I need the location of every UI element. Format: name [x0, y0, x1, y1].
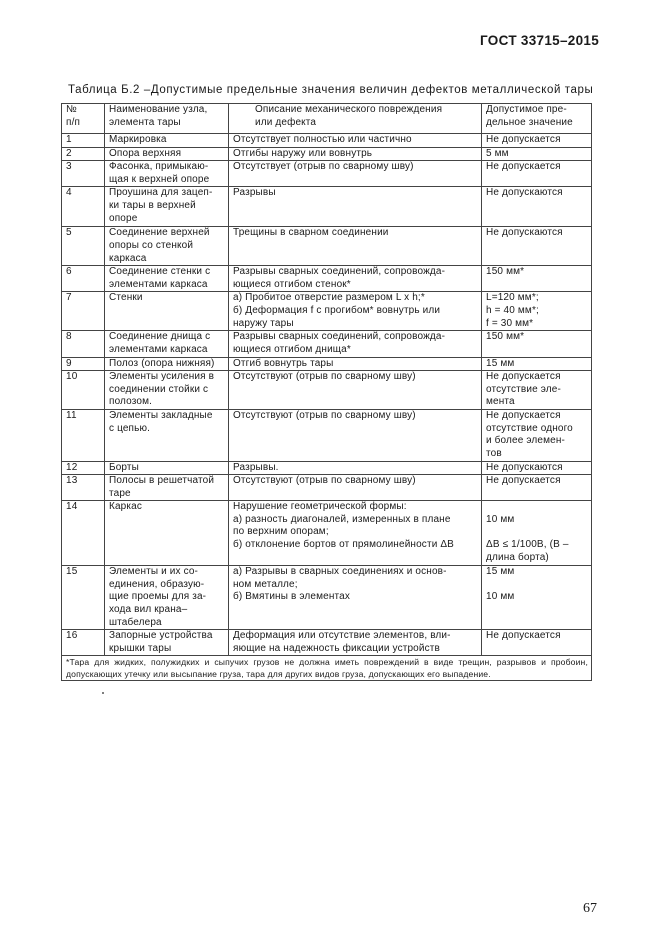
defect-description-cell	[229, 227, 482, 266]
header-text: дельное значение	[486, 116, 573, 128]
row-number-cell: 2	[62, 147, 105, 161]
defect-description-cell	[229, 187, 482, 227]
element-name-cell	[105, 187, 229, 227]
element-name-cell-line: соединении стойки с	[109, 383, 209, 395]
defect-description-cell-line: Отсутствует полностью или частично	[233, 134, 412, 145]
defect-description-cell-line: б) Вмятины в элементах	[233, 591, 350, 603]
header-description	[229, 104, 482, 134]
defect-description-cell-line: Отсутствуют (отрыв по сварному шву)	[233, 371, 416, 383]
allowed-value-cell-line: тов	[486, 447, 502, 459]
document-id: ГОСТ 33715–2015	[480, 33, 599, 48]
row-number-cell: 1	[62, 134, 105, 148]
allowed-value-cell-line: Не допускаются	[486, 227, 563, 239]
allowed-value-cell	[482, 134, 592, 148]
table-row	[62, 331, 592, 357]
table-row	[62, 630, 592, 656]
element-name-cell-line: Борты	[109, 461, 139, 473]
element-name-cell	[105, 357, 229, 371]
header-text: №	[66, 104, 77, 115]
element-name-cell-line: щие проемы для за-	[109, 591, 207, 603]
table-row	[62, 410, 592, 461]
defect-description-cell-line: Отсутствуют (отрыв по сварному шву)	[233, 410, 416, 422]
allowed-value-cell-line: 150 мм*	[486, 266, 525, 278]
page-number: 67	[583, 901, 597, 916]
defect-description-cell-line: б) отклонение бортов от прямолинейности ΔB	[233, 539, 455, 551]
element-name-cell	[105, 630, 229, 656]
defect-description-cell-line: Отгиб вовнутрь тары	[233, 357, 334, 369]
allowed-value-cell	[482, 147, 592, 161]
allowed-value-cell	[482, 501, 592, 566]
element-name-cell-line: Полоз (опора нижняя)	[109, 357, 215, 369]
element-name-cell-line: Маркировка	[109, 134, 167, 145]
header-text: или дефекта	[255, 116, 317, 128]
row-number-cell: 7	[62, 292, 105, 331]
element-name-cell-line: с цепью.	[109, 422, 151, 434]
allowed-value-cell-line: отсутствие одного	[486, 422, 573, 434]
table-row	[62, 357, 592, 371]
allowed-value-cell-line: L=120 мм*;	[486, 292, 539, 304]
row-number-cell: 8	[62, 331, 105, 357]
header-text: элемента тары	[109, 116, 181, 128]
allowed-value-cell-line: ΔB ≤ 1/100B, (B –	[486, 539, 569, 551]
row-number-cell: 15	[62, 566, 105, 630]
element-name-cell-line: Проушина для зацеп-	[109, 187, 213, 199]
defect-description-cell-line: Трещины в сварном соединении	[233, 227, 389, 239]
table-row	[62, 475, 592, 501]
element-name-cell-line: единения, образую-	[109, 578, 205, 590]
stray-mark	[102, 692, 104, 694]
header-value	[482, 104, 592, 134]
defect-description-cell-line: Нарушение геометрической формы:	[233, 501, 407, 513]
allowed-value-cell-line: 150 мм*	[486, 331, 525, 343]
defect-description-cell-line: а) Разрывы в сварных соединениях и основ-	[233, 566, 447, 578]
allowed-value-cell-line: Не допускается	[486, 134, 561, 145]
allowed-value-cell-line: 10 мм	[486, 513, 515, 525]
element-name-cell-line: каркаса	[109, 252, 147, 264]
defect-description-cell-line: Разрывы сварных соединений, сопровожда-	[233, 331, 446, 343]
defect-description-cell-line: Разрывы	[233, 187, 276, 199]
defect-description-cell	[229, 461, 482, 475]
table-row	[62, 147, 592, 161]
table-row	[62, 227, 592, 266]
defect-description-cell-line: ющиеся отгибом стенок*	[233, 278, 351, 290]
header-text: Наименование узла,	[109, 104, 208, 115]
element-name-cell	[105, 292, 229, 331]
row-number-cell: 6	[62, 266, 105, 292]
element-name-cell	[105, 227, 229, 266]
header-text: п/п	[66, 116, 81, 128]
allowed-value-cell-line: h = 40 мм*;	[486, 304, 539, 316]
allowed-value-cell-line: Не допускается	[486, 410, 561, 422]
element-name-cell	[105, 410, 229, 461]
defect-description-cell	[229, 475, 482, 501]
allowed-value-cell-line	[486, 526, 588, 539]
row-number-cell: 12	[62, 461, 105, 475]
element-name-cell-line: хода вил крана–	[109, 604, 188, 616]
element-name-cell-line: Опора верхняя	[109, 147, 182, 159]
allowed-value-cell	[482, 566, 592, 630]
element-name-cell-line: опоре	[109, 212, 138, 224]
element-name-cell-line: крышки тары	[109, 642, 172, 654]
defect-description-cell-line: Отсутствует (отрыв по сварному шву)	[233, 161, 414, 173]
defect-description-cell-line: яющие на надежность фиксации устройств	[233, 642, 440, 654]
row-number-cell: 4	[62, 187, 105, 227]
header-text: Допустимое пре-	[486, 104, 567, 115]
allowed-value-cell-line: Не допускается	[486, 371, 561, 383]
defect-description-cell	[229, 357, 482, 371]
table-row	[62, 371, 592, 410]
allowed-value-cell-line	[486, 501, 588, 514]
table-body	[62, 104, 592, 681]
element-name-cell	[105, 475, 229, 501]
element-name-cell-line: Элементы и их со-	[109, 566, 199, 578]
defect-description-cell	[229, 134, 482, 148]
allowed-value-cell	[482, 630, 592, 656]
table-row	[62, 461, 592, 475]
element-name-cell-line: опоры со стенкой	[109, 239, 194, 251]
table-header-row	[62, 104, 592, 134]
defect-description-cell-line: а) Пробитое отверстие размером L x h;*	[233, 292, 425, 304]
defects-table	[61, 103, 592, 681]
defect-description-cell-line: а) разность диагоналей, измеренных в плане	[233, 513, 451, 525]
allowed-value-cell-line: f = 30 мм*	[486, 317, 534, 329]
allowed-value-cell	[482, 357, 592, 371]
table-row	[62, 292, 592, 331]
allowed-value-cell	[482, 461, 592, 475]
row-number-cell: 9	[62, 357, 105, 371]
element-name-cell-line: элементами каркаса	[109, 278, 208, 290]
element-name-cell-line: Каркас	[109, 501, 143, 513]
element-name-cell	[105, 566, 229, 630]
allowed-value-cell-line: Не допускается	[486, 475, 561, 487]
element-name-cell-line: Фасонка, примыкаю-	[109, 161, 209, 173]
allowed-value-cell	[482, 292, 592, 331]
row-number-cell: 10	[62, 371, 105, 410]
allowed-value-cell-line: Не допускается	[486, 630, 561, 642]
allowed-value-cell-line: длина борта)	[486, 551, 549, 563]
element-name-cell-line: полозом.	[109, 396, 153, 408]
element-name-cell-line: Элементы закладные	[109, 410, 213, 422]
allowed-value-cell-line: 10 мм	[486, 591, 515, 603]
row-number-cell: 14	[62, 501, 105, 566]
allowed-value-cell-line: 15 мм	[486, 566, 515, 578]
element-name-cell-line: Соединение стенки с	[109, 266, 211, 278]
defect-description-cell-line: Отсутствуют (отрыв по сварному шву)	[233, 475, 416, 487]
allowed-value-cell	[482, 371, 592, 410]
defect-description-cell-line: Разрывы сварных соединений, сопровожда-	[233, 266, 446, 278]
row-number-cell: 11	[62, 410, 105, 461]
allowed-value-cell	[482, 161, 592, 187]
element-name-cell	[105, 161, 229, 187]
row-number-cell: 16	[62, 630, 105, 656]
element-name-cell	[105, 461, 229, 475]
table-row	[62, 161, 592, 187]
allowed-value-cell	[482, 475, 592, 501]
header-num	[62, 104, 105, 134]
allowed-value-cell-line: отсутствие эле-	[486, 383, 561, 395]
element-name-cell-line: Стенки	[109, 292, 143, 304]
allowed-value-cell	[482, 187, 592, 227]
defect-description-cell	[229, 371, 482, 410]
row-number-cell: 5	[62, 227, 105, 266]
allowed-value-cell-line: мента	[486, 396, 515, 408]
element-name-cell	[105, 266, 229, 292]
row-number-cell: 3	[62, 161, 105, 187]
element-name-cell	[105, 134, 229, 148]
defect-description-cell	[229, 501, 482, 566]
table-caption: Таблица Б.2 –Допустимые предельные значения величин дефектов металлической тары	[68, 84, 594, 96]
row-number-cell: 13	[62, 475, 105, 501]
defect-description-cell	[229, 292, 482, 331]
allowed-value-cell-line: 15 мм	[486, 357, 515, 369]
allowed-value-cell-line: Не допускается	[486, 161, 561, 173]
defect-description-cell-line: ном металле;	[233, 578, 298, 590]
table-row	[62, 187, 592, 227]
defect-description-cell	[229, 410, 482, 461]
defect-description-cell-line: б) Деформация f с прогибом* вовнутрь или	[233, 304, 441, 316]
allowed-value-cell-line: и более элемен-	[486, 435, 565, 447]
allowed-value-cell	[482, 410, 592, 461]
defect-description-cell-line: Разрывы.	[233, 461, 279, 473]
defect-description-cell	[229, 266, 482, 292]
header-text: Описание механического повреждения	[255, 104, 443, 115]
defect-description-cell-line: наружу тары	[233, 317, 294, 329]
defect-description-cell	[229, 566, 482, 630]
table-row	[62, 566, 592, 630]
defect-description-cell	[229, 630, 482, 656]
allowed-value-cell	[482, 227, 592, 266]
allowed-value-cell-line: Не допускаются	[486, 187, 563, 199]
defect-description-cell-line: ющиеся отгибом днища*	[233, 343, 351, 355]
element-name-cell-line: таре	[109, 487, 131, 499]
element-name-cell-line: Соединение днища с	[109, 331, 211, 343]
defect-description-cell	[229, 331, 482, 357]
element-name-cell-line: Элементы усиления в	[109, 371, 215, 383]
allowed-value-cell	[482, 266, 592, 292]
element-name-cell	[105, 501, 229, 566]
element-name-cell-line: штабелера	[109, 616, 162, 628]
defect-description-cell-line: по верхним опорам;	[233, 526, 329, 538]
defect-description-cell	[229, 147, 482, 161]
table-footnote: *Тара для жидких, полужидких и сыпучих грузов не должна иметь повреждений в виде трещин, разрывов и пробоин, допускающих утечку или высыпание груза, тара для других видов груза, допускающих его выпадение.	[62, 656, 592, 681]
allowed-value-cell-line	[486, 579, 588, 592]
table-row	[62, 134, 592, 148]
element-name-cell-line: Соединение верхней	[109, 227, 210, 239]
element-name-cell	[105, 331, 229, 357]
element-name-cell-line: элементами каркаса	[109, 343, 208, 355]
element-name-cell-line: щая к верхней опоре	[109, 173, 210, 185]
footnote-row	[62, 656, 592, 681]
table-row	[62, 501, 592, 566]
element-name-cell-line: Полосы в решетчатой	[109, 475, 215, 487]
header-name	[105, 104, 229, 134]
defect-description-cell-line: Деформация или отсутствие элементов, вли-	[233, 630, 451, 642]
defect-description-cell-line: Отгибы наружу или вовнутрь	[233, 147, 373, 159]
element-name-cell	[105, 371, 229, 410]
defect-description-cell	[229, 161, 482, 187]
element-name-cell-line: Запорные устройства	[109, 630, 213, 642]
element-name-cell	[105, 147, 229, 161]
allowed-value-cell-line: Не допускаются	[486, 461, 563, 473]
element-name-cell-line: ки тары в верхней	[109, 199, 196, 211]
table-row	[62, 266, 592, 292]
allowed-value-cell	[482, 331, 592, 357]
allowed-value-cell-line: 5 мм	[486, 147, 509, 159]
